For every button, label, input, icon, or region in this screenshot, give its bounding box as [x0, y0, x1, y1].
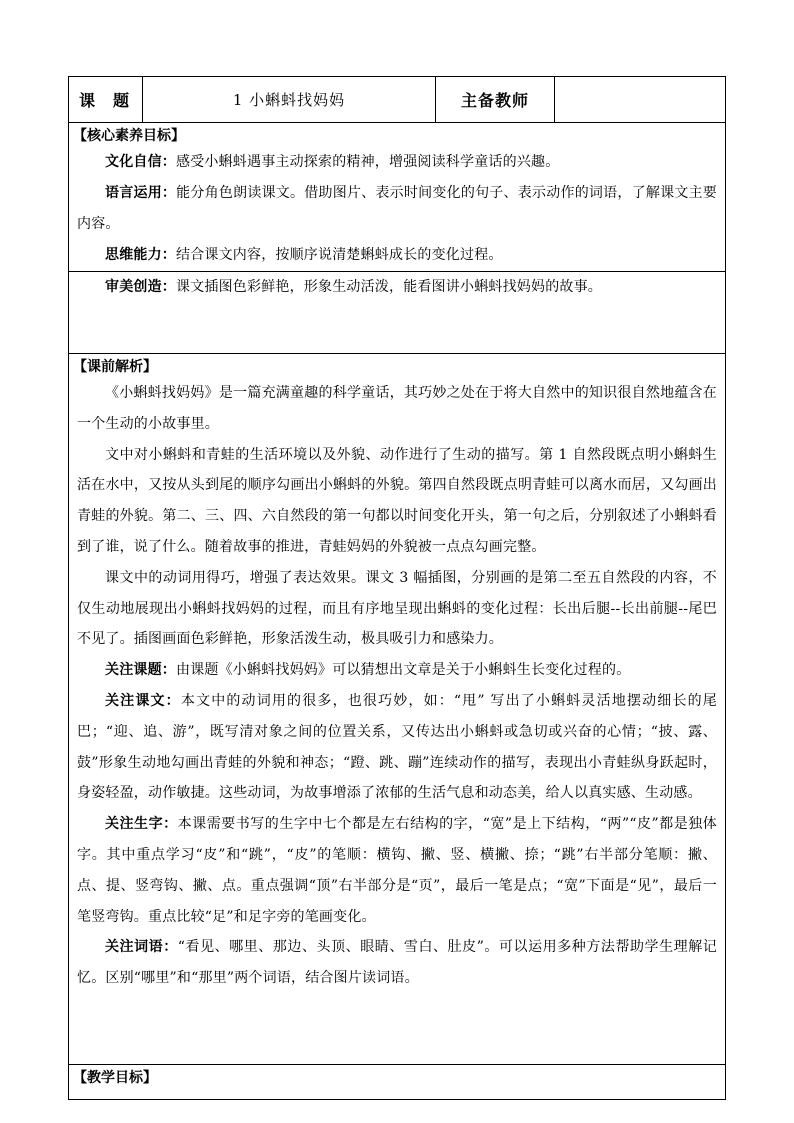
- core-goal-item: [69, 271, 725, 303]
- core-goal-label: 语言运用：: [105, 185, 177, 201]
- core-goal-item: [77, 178, 717, 240]
- pre-analysis-row: [69, 354, 726, 1065]
- core-goal-label: 文化自信：: [105, 154, 176, 170]
- focus-text: 本文中的动词用的很多，也很巧妙，如：“甩” 写出了小蝌蚪灵活地摆动细长的尾巴；“迎、追、游”，既写清对象之间的位置关系，又传达出小蝌蚪或急切或兴奋的心情；“披、露、鼓”形象生动地勾画出青蛙的外貌和神态；“蹬、跳、蹦”连续动作的描写，表现出小青蛙纵身跃起时，身姿轻盈，动作敏捷。这些动词，为故事增添了浓郁的生活气息和动态美，给人以真实感、生动感。: [77, 692, 717, 802]
- core-goal-text: 能分角色朗读课文。借助图片、表示时间变化的句子、表示动作的词语，了解课文主要内容。: [77, 185, 717, 232]
- teaching-goals-title: 【教学目标】: [73, 1070, 157, 1086]
- focus-item: [77, 932, 717, 994]
- teaching-goals-row: [69, 1065, 726, 1100]
- core-goal-text: 感受小蝌蚪遇事主动探索的精神，增强阅读科学童话的兴趣。: [176, 154, 560, 170]
- pre-analysis-title: 【课前解析】: [73, 359, 157, 375]
- core-goals-row: [69, 123, 726, 354]
- core-goal-label: 审美创造：: [105, 279, 176, 295]
- focus-item: [77, 809, 717, 932]
- analysis-paragraph: 文中对小蝌蚪和青蛙的生活环境以及外貌、动作进行了生动的描写。第 1 自然段既点明小蝌蚪生活在水中，又按从头到尾的顺序勾画出小蝌蚪的外貌。第四自然段既点明青蛙可以离水而居，又勾画出青蛙的外貌。第二、三、四、六自然段的第一句都以时间变化开头，第一句之后，分别叙述了小蝌蚪看到了谁，说了什么。随着故事的推进，青蛙妈妈的外貌被一点点勾画完整。: [77, 446, 717, 555]
- topic-label: 课题: [69, 77, 143, 123]
- header-row: [69, 77, 726, 123]
- core-goal-item: [77, 240, 717, 271]
- core-goal-item: [77, 147, 717, 178]
- focus-label: 关注生字：: [105, 816, 178, 833]
- core-goal-text: 结合课文内容，按顺序说清楚蝌蚪成长的变化过程。: [176, 247, 503, 263]
- analysis-paragraph: 课文中的动词用得巧，增强了表达效果。课文 3 幅插图，分别画的是第二至五自然段的内容，不仅生动地展现出小蝌蚪找妈妈的过程，而且有序地呈现出蝌蚪的变化过程：长出后腿--长出前腿--尾巴不见了。插图画面色彩鲜艳，形象活泼生动，极具吸引力和感染力。: [77, 569, 717, 648]
- focus-text: 由课题《小蝌蚪找妈妈》可以猜想出文章是关于小蝌蚪生长变化过程的。: [176, 662, 631, 679]
- analysis-paragraph: 《小蝌蚪找妈妈》是一篇充满童趣的科学童话，其巧妙之处在于将大自然中的知识很自然地蕴含在一个生动的小故事里。: [77, 385, 717, 432]
- focus-text: 本课需要书写的生字中七个都是左右结构的字，“宽”是上下结构，“两”“皮”都是独体字。其中重点学习“皮”和“跳”，“皮”的笔顺：横钩、撇、竖、横撇、捺；“跳”右半部分笔顺：撇、点、提、竖弯钩、撇、点。重点强调“顶”右半部分是“页”，最后一笔是点；“宽”下面是“见”，最后一笔竖弯钩。重点比较“足”和足字旁的笔画变化。: [77, 816, 717, 925]
- focus-label: 关注课题：: [105, 662, 176, 679]
- focus-text: “看见、哪里、那边、头顶、眼睛、雪白、肚皮”。可以运用多种方法帮助学生理解记忆。区别“哪里”和“那里”两个词语，结合图片读词语。: [77, 939, 717, 987]
- focus-item: [77, 686, 717, 809]
- core-goal-label: 思维能力：: [105, 247, 176, 263]
- focus-label: 关注词语：: [105, 939, 178, 956]
- focus-item: [77, 655, 717, 686]
- core-goal-text: 课文插图色彩鲜艳，形象生动活泼，能看图讲小蝌蚪找妈妈的故事。: [176, 279, 602, 295]
- focus-label: 关注课文：: [105, 692, 181, 709]
- lesson-plan-table: [68, 76, 726, 1100]
- core-goals-title: 【核心素养目标】: [73, 128, 185, 144]
- lesson-title: 1 小蝌蚪找妈妈: [143, 77, 436, 123]
- teacher-label: 主备教师: [436, 77, 555, 123]
- teacher-value: [555, 77, 726, 123]
